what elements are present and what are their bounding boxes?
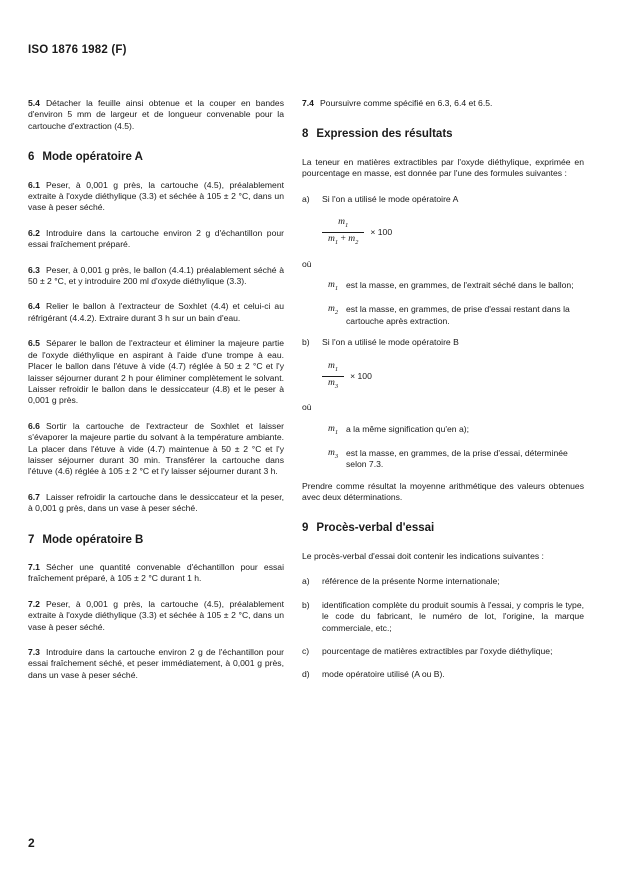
subscript: 1 [344, 221, 349, 229]
definition-text: a la même signification qu'en a); [346, 423, 469, 434]
var-m: m [328, 304, 335, 315]
section-title: Expression des résultats [316, 128, 453, 141]
subscript: 1 [334, 284, 339, 292]
symbol [328, 280, 346, 294]
clause-6-7 [28, 492, 284, 515]
definition-m3 [328, 448, 584, 471]
clause-number: 6.5 [28, 338, 40, 349]
section-8-heading [302, 129, 584, 140]
section-number: 8 [302, 128, 309, 141]
clause-text: Peser, à 0,001 g près, la cartouche (4.5), préalablement extraite à l'oxyde diéthylique (3.3) et séchée à 105 ± 2 °C, dans un vase à peser séché. [28, 179, 284, 213]
section-number: 9 [302, 522, 309, 535]
clause-number: 6.7 [28, 491, 40, 502]
right-column [302, 98, 584, 693]
var-m: m [328, 360, 335, 371]
item-label: c) [302, 645, 310, 656]
clause-text: Peser, à 0,001 g près, le ballon (4.4.1) préalablement séché à 50 ± 2 °C, et y introduire 200 ml d'oxyde diéthylique (3.3). [28, 264, 284, 287]
section-7-heading [28, 535, 284, 546]
clause-text: Introduire dans la cartouche environ 2 g de l'échantillon pour essai fraîchement séché, et peser immédiatement, à 0,001 g près, dans un vase à peser séché. [28, 647, 284, 680]
section-number: 6 [28, 151, 35, 164]
definition-text: est la masse, en grammes, de prise d'essai restant dans la cartouche après extraction. [346, 304, 570, 326]
clause-number: 6.3 [28, 264, 40, 275]
section-title: Mode opératoire A [42, 151, 143, 164]
clause-text: Introduire dans la cartouche environ 2 g d'échantillon pour essai fraîchement préparé. [28, 227, 284, 250]
results-intro: La teneur en matières extractibles par l'oxyde diéthylique, exprimée en pourcentage en masse, est donnée par l'une des formules suivantes : [302, 156, 584, 179]
section-6-heading [28, 152, 284, 163]
formula-b [322, 361, 584, 393]
clause-text: Relier le ballon à l'extracteur de Soxhlet (4.4) et celui-ci au réfrigérant (4.4.2). Extraire durant 3 h sur un bain d'eau. [28, 301, 284, 323]
subscript: 2 [334, 309, 339, 317]
clause-6-3 [28, 265, 284, 288]
definition-text: est la masse, en grammes, de la prise d'essai, déterminée selon 7.3. [346, 447, 568, 470]
case-b [302, 337, 584, 348]
numerator [332, 217, 354, 231]
section-title: Mode opératoire B [42, 533, 144, 546]
report-intro: Le procès-verbal d'essai doit contenir les indications suivantes : [302, 550, 544, 561]
var-m: m [328, 423, 335, 434]
report-item [302, 646, 584, 657]
item-label: b) [302, 599, 310, 610]
clause-text: Poursuivre comme spécifié en 6.3, 6.4 et 6.5. [319, 98, 493, 108]
fraction [322, 361, 344, 393]
clause-text: Sortir la cartouche de l'extracteur de Soxhlet et laisser s'évaporer la majeure partie du solvant à la température ambiante. La placer dans l'étuve à vide (4.7) maintenue à 50 ± 2 °C et l'y laisser séjourner durant 30 min. Transférer la cartouche dans l'étuve (4.6) réglée à 105 ± 2 °C et l'y laisser séjourner durant 3 h. [28, 420, 284, 477]
case-a [302, 194, 584, 205]
definition-m1-b [328, 424, 584, 438]
multiplier: × 100 [350, 370, 372, 381]
clause-number: 6.6 [28, 420, 40, 431]
var-m: m [338, 217, 345, 228]
item-label: a) [302, 576, 310, 587]
fraction [322, 217, 364, 249]
clause-text: Sécher une quantité convenable d'échantillon pour essai fraîchement préparé, à 105 ± 2 °C durant 1 h. [28, 561, 284, 584]
case-label: a) [302, 193, 310, 204]
var-m: m [328, 234, 335, 245]
subscript: 3 [334, 452, 339, 460]
document-header: ISO 1876 1982 (F) [28, 44, 127, 56]
section-title: Procès-verbal d'essai [316, 522, 435, 535]
subscript: 1 [334, 428, 339, 436]
item-text: identification complète du produit soumis à l'essai, y compris le type, le code du fabricant, le numéro de lot, l'origine, la marque commerciale, etc.; [322, 599, 584, 633]
var-m: m [348, 234, 356, 245]
symbol [328, 424, 346, 438]
clause-5-4 [28, 98, 284, 132]
clause-7-2 [28, 599, 284, 633]
subscript: 1 [334, 365, 339, 373]
report-item [302, 600, 584, 634]
clause-7-3 [28, 647, 284, 681]
denominator [322, 234, 364, 248]
clause-number: 7.3 [28, 647, 40, 657]
clause-7-1 [28, 562, 284, 585]
page-number: 2 [28, 836, 35, 850]
plus-sign: + [338, 234, 349, 245]
formula-a [322, 217, 584, 249]
report-item [302, 576, 584, 587]
clause-6-1 [28, 180, 284, 214]
where-label: où [302, 402, 312, 413]
var-m: m [328, 377, 335, 388]
clause-7-4 [302, 98, 584, 109]
clause-text: Séparer le ballon de l'extracteur et éliminer la majeure partie de l'oxyde diéthylique en aspirant à l'aide d'une trompe à eau. Placer le ballon dans l'étuve à vide (4.7) réglée à 50 ± 2 °C et l'y laisser séjourner durant 2 h pour éliminer complètement le solvant. Laisser refroidir le ballon dans le dessiccateur (4.8) et le peser à 0,001 g près. [28, 338, 284, 406]
clause-number: 6.4 [28, 301, 40, 312]
clause-text: Détacher la feuille ainsi obtenue et la couper en bandes d'environ 5 mm de largeur et de longueur convenable pour la cartouche d'extraction (4.5). [28, 98, 284, 131]
clause-6-4 [28, 301, 284, 324]
subscript: 2 [355, 239, 359, 247]
clause-6-2 [28, 228, 284, 251]
where-label: où [302, 258, 312, 269]
clause-6-6 [28, 421, 284, 478]
clause-number: 7.4 [302, 98, 314, 108]
section-number: 7 [28, 533, 35, 546]
item-text: pourcentage de matières extractibles par l'oxyde diéthylique; [322, 645, 553, 656]
case-label: b) [302, 337, 310, 348]
mean-result-text: Prendre comme résultat la moyenne arithmétique des valeurs obtenues avec deux déterminations. [302, 480, 584, 503]
numerator [322, 361, 344, 375]
clause-number: 7.2 [28, 598, 40, 609]
definition-m2 [328, 304, 584, 327]
fraction-bar [322, 232, 364, 233]
report-item [302, 669, 584, 680]
symbol [328, 448, 346, 471]
clause-text: Laisser refroidir la cartouche dans le dessiccateur et la peser, à 0,001 g près, dans un vase à peser séché. [28, 491, 284, 514]
denominator [322, 378, 344, 392]
item-text: mode opératoire utilisé (A ou B). [322, 669, 445, 680]
multiplier: × 100 [370, 227, 393, 238]
case-text: Si l'on a utilisé le mode opératoire A [322, 193, 459, 204]
case-text: Si l'on a utilisé le mode opératoire B [322, 337, 459, 348]
item-label: d) [302, 669, 310, 680]
var-m: m [328, 280, 335, 291]
subscript: 3 [334, 382, 339, 390]
subscript: 1 [334, 239, 339, 247]
clause-number: 7.1 [28, 561, 40, 572]
left-column [28, 98, 284, 695]
section-9-heading [302, 523, 584, 534]
item-text: référence de la présente Norme internationale; [322, 576, 500, 587]
clause-text: Peser, à 0,001 g près, la cartouche (4.5), préalablement extraite à l'oxyde diéthylique (3.3) et séchée à 105 ± 2 °C, dans un vase à peser séché. [28, 598, 284, 632]
fraction-bar [322, 376, 344, 377]
definition-m1 [328, 280, 584, 294]
definition-text: est la masse, en grammes, de l'extrait séché dans le ballon; [346, 280, 574, 291]
clause-number: 6.2 [28, 227, 40, 238]
symbol [328, 304, 346, 327]
clause-6-5 [28, 338, 284, 406]
var-m: m [328, 447, 335, 458]
clause-number: 6.1 [28, 179, 40, 190]
clause-number: 5.4 [28, 98, 40, 108]
